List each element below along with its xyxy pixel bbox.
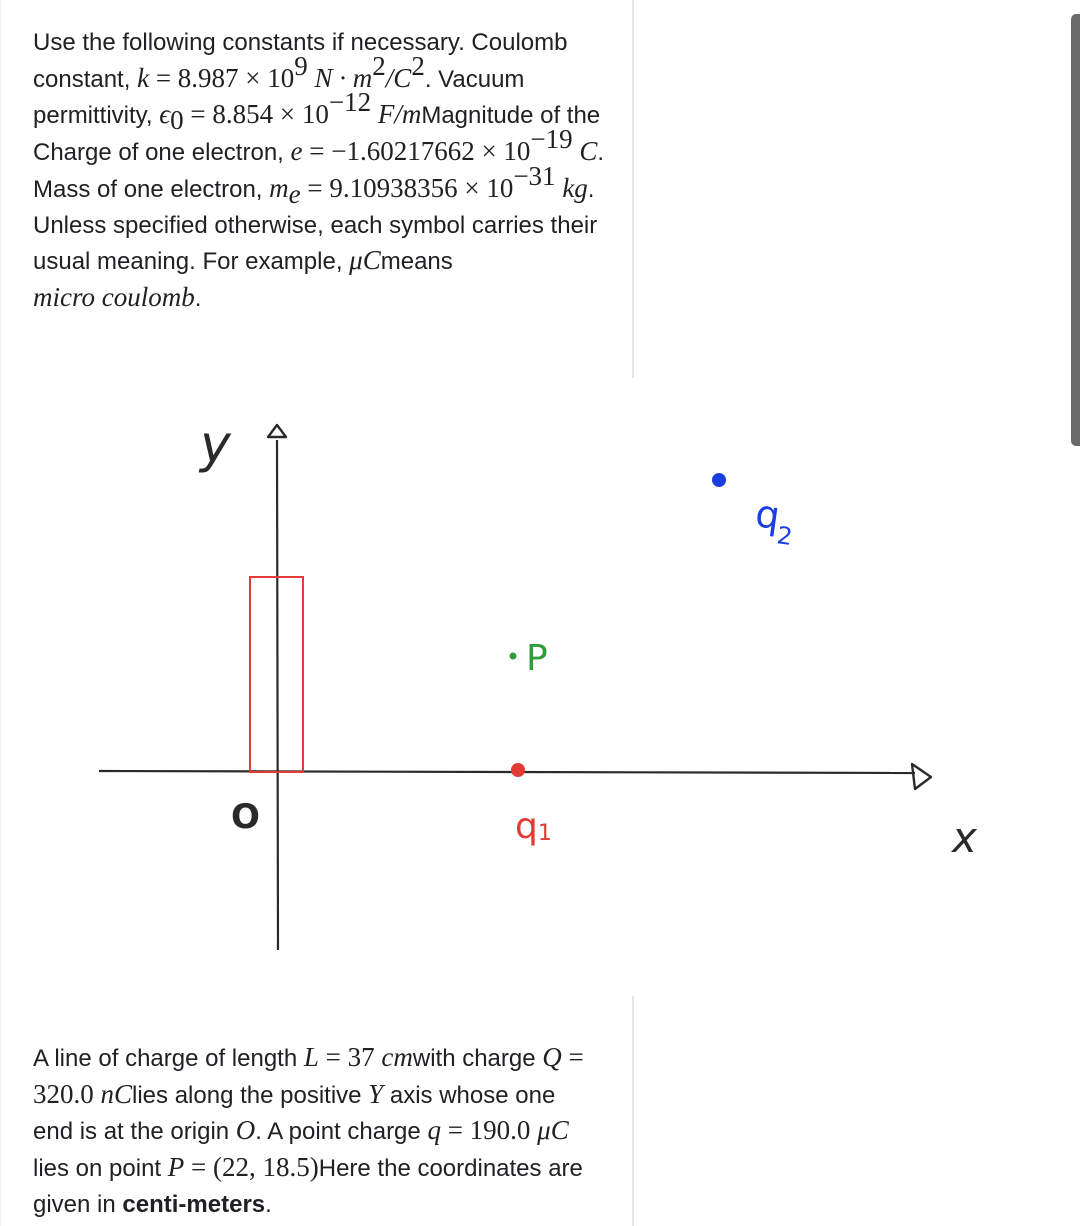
y-axis-arrow <box>268 425 286 437</box>
q2-label: $q_2$ <box>752 491 795 552</box>
panel-divider-bottom <box>632 996 634 1226</box>
y-axis <box>277 440 278 950</box>
origin-label: O <box>231 797 260 837</box>
problem-paragraph: A line of charge of length L = 37 cmwith charge Q = 320.0 nClies along the positive Y axis whose one end is at the origin O. A point charge q = 190.0 μC lies on point P = (22, 18.5)Here the coordinates are given in centi-meters. <box>33 1042 584 1218</box>
x-axis-arrow <box>912 764 931 789</box>
charge-q1-dot <box>511 763 525 777</box>
bold-units: centi-meters <box>122 1190 266 1218</box>
panel-divider-top <box>632 0 634 378</box>
charge-diagram <box>0 380 1080 980</box>
q1-label: q1 <box>515 806 552 847</box>
x-axis <box>99 771 915 773</box>
constants-paragraph: Use the following constants if necessary. Coulomb constant, $k = 8.987 \times 10^9$ $N \cdot m^2/C^2$. Vacuum permittivity, $\epsilon_0 = 8.854 \times 10^{-12}$ F/mMagnitude of the Charge of one electron, $e = -1.60217662 \times 10^{-19}$ C. Mass of one electron, $m_e = 9.10938356 \times 10^{-31}$ kg. Unless specified otherwise, each symbol carries their usual meaning. For example, μCmeans micro coulomb. <box>33 29 605 312</box>
y-axis-label: y <box>200 415 231 475</box>
charge-q2-dot <box>712 473 726 487</box>
x-axis-label: x <box>952 813 977 862</box>
point-p-label: P <box>526 638 548 679</box>
point-p-dot <box>510 653 517 660</box>
